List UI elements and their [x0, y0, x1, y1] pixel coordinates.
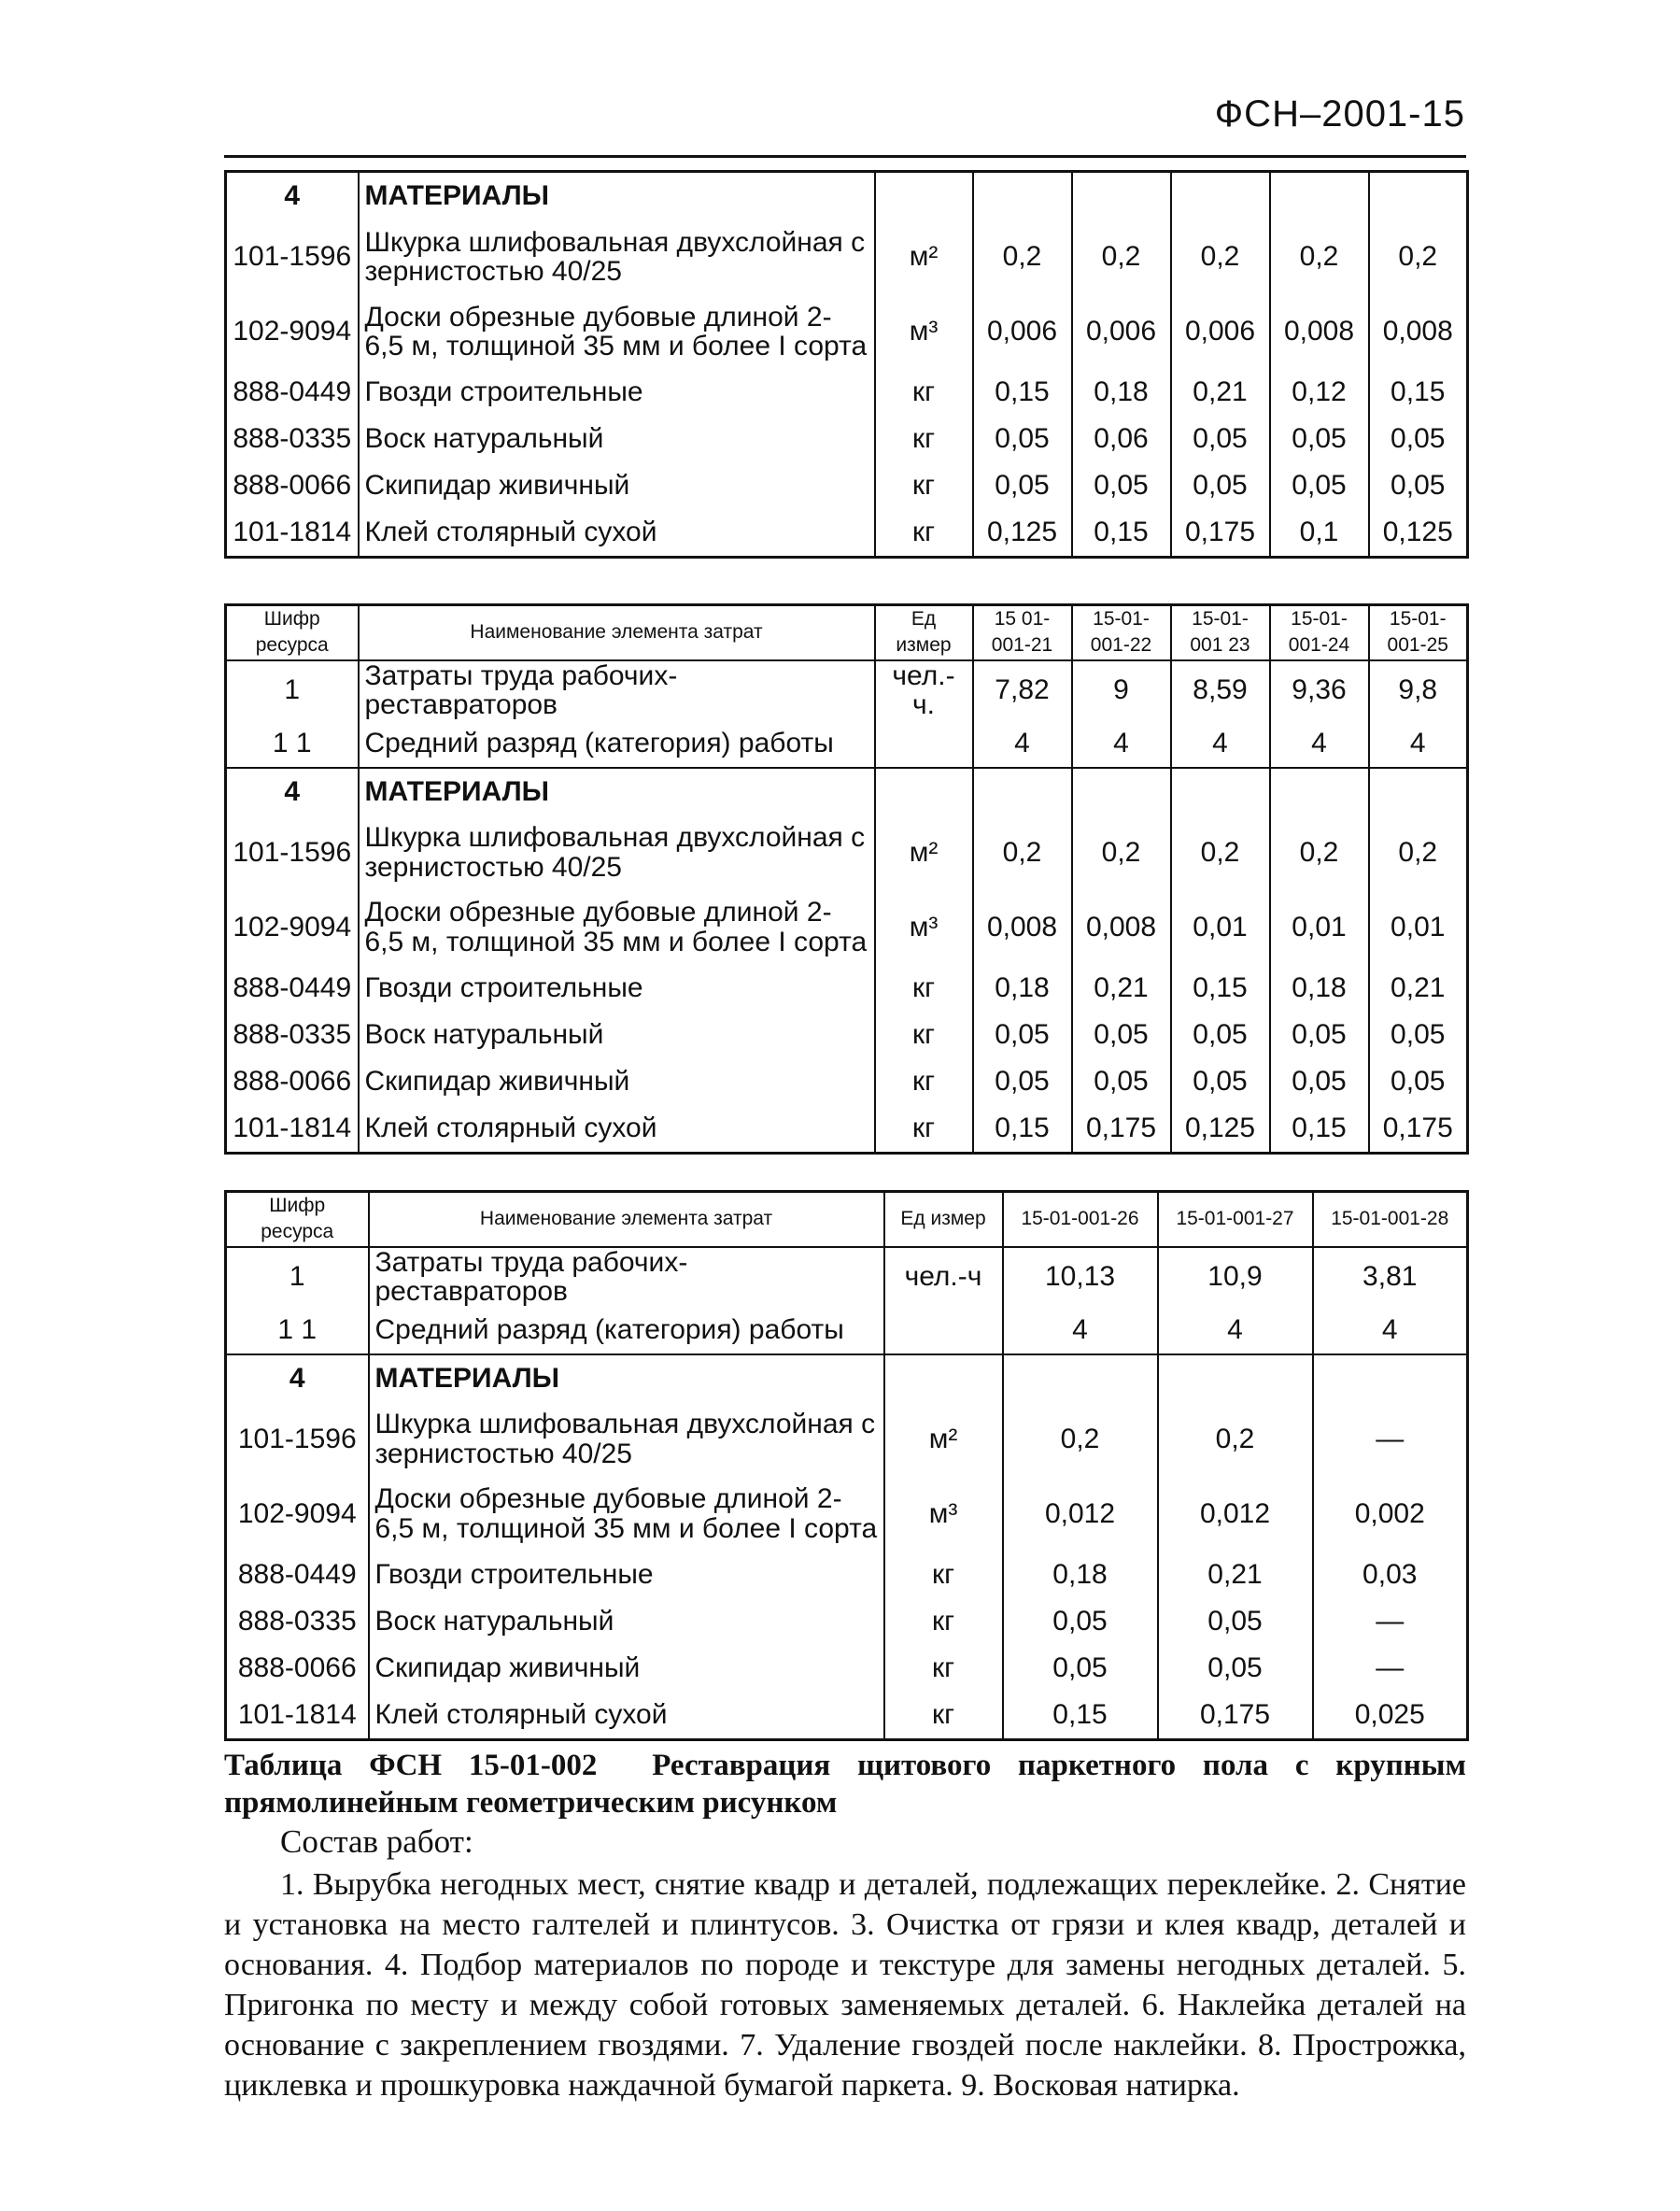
cost-element-name: Гвозди строительные	[359, 369, 875, 416]
norm-value: 0,05	[1072, 1058, 1171, 1105]
norm-value: 0,175	[1171, 509, 1270, 558]
resource-code: 1 1	[226, 1307, 369, 1354]
section-title-label: Таблица ФСН 15-01-002	[224, 1749, 598, 1782]
norm-value: 0,2	[1270, 815, 1369, 890]
norm-value: 0,05	[1369, 1058, 1468, 1105]
norm-value: 0,05	[1171, 1012, 1270, 1058]
norm-value	[973, 172, 1072, 220]
norm-value: 0,2	[1171, 220, 1270, 294]
unit-of-measure	[875, 172, 973, 220]
unit-of-measure: кг	[875, 509, 973, 558]
cost-element-name: Доски обрезные дубовые длиной 2-6,5 м, толщиной 35 мм и более I сорта	[359, 890, 875, 965]
norm-value: 3,81	[1313, 1247, 1468, 1307]
norm-value: 0,21	[1072, 965, 1171, 1012]
norm-value: 4	[1313, 1307, 1468, 1354]
table-row	[226, 416, 1468, 462]
unit-of-measure: чел.-ч.	[875, 660, 973, 720]
unit-of-measure: м²	[875, 220, 973, 294]
norm-value	[1003, 1354, 1158, 1402]
resource-code: 101-1814	[226, 1692, 369, 1740]
table-row	[226, 1354, 1468, 1402]
norm-value: 0,125	[973, 509, 1072, 558]
norm-value: 0,002	[1313, 1477, 1468, 1552]
cost-element-name: Доски обрезные дубовые длиной 2-6,5 м, толщиной 35 мм и более I сорта	[359, 294, 875, 369]
norm-value: 0,2	[1003, 1402, 1158, 1477]
norm-value: 0,21	[1158, 1552, 1313, 1598]
resource-code: 888-0449	[226, 369, 359, 416]
header-rule	[224, 155, 1466, 158]
norm-value: 0,012	[1158, 1477, 1313, 1552]
page-header-code: ФСН–2001-15	[1214, 93, 1465, 135]
norm-value: 0,05	[973, 462, 1072, 509]
section-title-text: Реставрация щитового паркетного пола с крупным прямолинейным геометрическим рисунком	[224, 1749, 1467, 1820]
norm-value: 0,05	[1369, 462, 1468, 509]
resource-code: 101-1596	[226, 815, 359, 890]
norm-value: 0,05	[1003, 1598, 1158, 1645]
header-column: 15-01-001-22	[1072, 605, 1171, 660]
cost-element-name: Шкурка шлифовальная двухслойная с зернистостью 40/25	[359, 815, 875, 890]
norm-value: 0,175	[1369, 1105, 1468, 1154]
norm-value: 0,01	[1270, 890, 1369, 965]
cost-element-name: Скипидар живичный	[369, 1645, 884, 1692]
norm-value: 10,13	[1003, 1247, 1158, 1307]
unit-of-measure: кг	[875, 1058, 973, 1105]
resource-code: 888-0449	[226, 965, 359, 1012]
norm-value	[1158, 1354, 1313, 1402]
unit-of-measure: м³	[875, 294, 973, 369]
norm-value: 0,006	[973, 294, 1072, 369]
cost-element-name: Клей столярный сухой	[359, 1105, 875, 1154]
norm-value: 0,05	[1270, 1058, 1369, 1105]
table-row	[226, 509, 1468, 558]
unit-of-measure	[884, 1354, 1003, 1402]
norm-value: 0,175	[1072, 1105, 1171, 1154]
norm-value: 4	[973, 720, 1072, 768]
resource-code: 888-0335	[226, 1598, 369, 1645]
norm-value: 0,2	[1072, 815, 1171, 890]
table-row	[226, 1058, 1468, 1105]
unit-of-measure: кг	[884, 1645, 1003, 1692]
resource-code: 1	[226, 660, 359, 720]
norm-value: 0,15	[973, 1105, 1072, 1154]
table-row	[226, 294, 1468, 369]
norm-value: 0,05	[1270, 1012, 1369, 1058]
norm-value: 0,18	[1072, 369, 1171, 416]
norm-value: 0,01	[1171, 890, 1270, 965]
table-row	[226, 1247, 1468, 1307]
unit-of-measure: кг	[875, 416, 973, 462]
header-column: 15-01-001-28	[1313, 1192, 1468, 1247]
cost-element-name: Клей столярный сухой	[369, 1692, 884, 1740]
norm-value: 0,2	[1369, 220, 1468, 294]
header-column: 15-01-001-24	[1270, 605, 1369, 660]
table-row	[226, 768, 1468, 815]
norm-value: 0,125	[1171, 1105, 1270, 1154]
norm-value: 10,9	[1158, 1247, 1313, 1307]
norm-value: 9,8	[1369, 660, 1468, 720]
cost-element-name: МАТЕРИАЛЫ	[369, 1354, 884, 1402]
resource-code: 4	[226, 768, 359, 815]
header-name: Наименование элемента затрат	[369, 1192, 884, 1247]
norm-value: 0,2	[1072, 220, 1171, 294]
norm-value: —	[1313, 1645, 1468, 1692]
header-code: Шифр ресурса	[226, 605, 359, 660]
norm-value: 0,2	[1270, 220, 1369, 294]
norm-value: 0,05	[1158, 1598, 1313, 1645]
norm-value	[1171, 768, 1270, 815]
resource-code: 102-9094	[226, 1477, 369, 1552]
norm-value: 0,006	[1072, 294, 1171, 369]
norm-value: 7,82	[973, 660, 1072, 720]
cost-element-name: Шкурка шлифовальная двухслойная с зернистостью 40/25	[369, 1402, 884, 1477]
table-row	[226, 890, 1468, 965]
norm-value: 0,05	[1003, 1645, 1158, 1692]
norm-value: 0,025	[1313, 1692, 1468, 1740]
norm-value: 0,15	[1003, 1692, 1158, 1740]
table-row	[226, 1012, 1468, 1058]
cost-element-name: Средний разряд (категория) работы	[359, 720, 875, 768]
header-code: Шифр ресурса	[226, 1192, 369, 1247]
resource-code: 888-0066	[226, 462, 359, 509]
unit-of-measure	[875, 720, 973, 768]
norm-value: 4	[1270, 720, 1369, 768]
cost-element-name: Воск натуральный	[359, 1012, 875, 1058]
unit-of-measure: кг	[875, 462, 973, 509]
table-1-body	[226, 172, 1468, 558]
norm-value: 0,008	[1072, 890, 1171, 965]
norm-value: 0,06	[1072, 416, 1171, 462]
unit-of-measure: м³	[875, 890, 973, 965]
norm-value: 0,05	[973, 1058, 1072, 1105]
norm-value: 0,01	[1369, 890, 1468, 965]
cost-element-name: МАТЕРИАЛЫ	[359, 172, 875, 220]
resource-code: 888-0066	[226, 1058, 359, 1105]
unit-of-measure: кг	[875, 965, 973, 1012]
norm-value: 0,05	[1270, 462, 1369, 509]
header-column: 15-01-001-27	[1158, 1192, 1313, 1247]
table-row	[226, 1645, 1468, 1692]
norm-value: 0,008	[1270, 294, 1369, 369]
norm-value: 0,2	[1158, 1402, 1313, 1477]
header-unit: Ед измер	[884, 1192, 1003, 1247]
table-row	[226, 1402, 1468, 1477]
norm-value: 0,2	[973, 815, 1072, 890]
norm-value: 0,05	[1171, 462, 1270, 509]
resource-code: 101-1596	[226, 220, 359, 294]
norm-value: —	[1313, 1402, 1468, 1477]
cost-element-name: Гвозди строительные	[369, 1552, 884, 1598]
norm-value: 0,05	[1072, 462, 1171, 509]
resource-code: 888-0335	[226, 416, 359, 462]
unit-of-measure	[884, 1307, 1003, 1354]
norm-value: 0,2	[973, 220, 1072, 294]
norm-value: 4	[1158, 1307, 1313, 1354]
norm-value: 4	[1369, 720, 1468, 768]
table-row	[226, 462, 1468, 509]
table-row	[226, 220, 1468, 294]
norm-value: 0,2	[1171, 815, 1270, 890]
cost-element-name: Шкурка шлифовальная двухслойная с зернистостью 40/25	[359, 220, 875, 294]
work-composition-text: 1. Вырубка негодных мест, снятие квадр и деталей, подлежащих переклейке. 2. Снятие и установка на место галтелей и плинтусов. 3. Очистка от грязи и клея квадр, деталей и основания. 4. Подбор материалов по породе и текстуре для замены негодных деталей. 5. Пригонка по месту и между собой готовых заменяемых деталей. 6. Наклейка деталей на основание с закреплением гвоздями. 7. Удаление гвоздей после наклейки. 8. Прострожка, циклевка и прошкуровка наждачной бумагой паркета. 9. Восковая натирка.	[224, 1867, 1466, 2103]
norm-value: 0,05	[1369, 1012, 1468, 1058]
unit-of-measure: кг	[884, 1692, 1003, 1740]
header-column: 15 01-001-21	[973, 605, 1072, 660]
norm-value	[1313, 1354, 1468, 1402]
resource-table-2	[224, 603, 1469, 1155]
table-row	[226, 1105, 1468, 1154]
resource-code: 1 1	[226, 720, 359, 768]
resource-code: 101-1814	[226, 509, 359, 558]
cost-element-name: Доски обрезные дубовые длиной 2-6,5 м, толщиной 35 мм и более I сорта	[369, 1477, 884, 1552]
norm-value: 0,05	[1158, 1645, 1313, 1692]
norm-value: 0,05	[1270, 416, 1369, 462]
norm-value	[1171, 172, 1270, 220]
header-name: Наименование элемента затрат	[359, 605, 875, 660]
norm-value: 0,05	[1171, 416, 1270, 462]
resource-code: 888-0449	[226, 1552, 369, 1598]
cost-element-name: Гвозди строительные	[359, 965, 875, 1012]
resource-code: 101-1596	[226, 1402, 369, 1477]
unit-of-measure: кг	[884, 1552, 1003, 1598]
norm-value: 0,05	[1072, 1012, 1171, 1058]
norm-value	[1369, 768, 1468, 815]
norm-value: 0,012	[1003, 1477, 1158, 1552]
table-row	[226, 660, 1468, 720]
norm-value	[1072, 172, 1171, 220]
section-title	[224, 1747, 1466, 1821]
cost-element-name: МАТЕРИАЛЫ	[359, 768, 875, 815]
norm-value	[1270, 768, 1369, 815]
norm-value: 4	[1072, 720, 1171, 768]
norm-value: 0,15	[973, 369, 1072, 416]
table-row	[226, 172, 1468, 220]
norm-value: 0,12	[1270, 369, 1369, 416]
norm-value: 9,36	[1270, 660, 1369, 720]
table-row	[226, 1307, 1468, 1354]
norm-value: 0,03	[1313, 1552, 1468, 1598]
table-row	[226, 1477, 1468, 1552]
resource-code: 888-0335	[226, 1012, 359, 1058]
norm-value: 0,05	[973, 416, 1072, 462]
norm-value: 0,05	[1369, 416, 1468, 462]
table-row	[226, 720, 1468, 768]
resource-code: 4	[226, 172, 359, 220]
table-row	[226, 1692, 1468, 1740]
norm-value: 0,15	[1171, 965, 1270, 1012]
header-unit: Ед измер	[875, 605, 973, 660]
unit-of-measure	[875, 768, 973, 815]
resource-code: 1	[226, 1247, 369, 1307]
cost-element-name: Скипидар живичный	[359, 1058, 875, 1105]
norm-value: 0,18	[1003, 1552, 1158, 1598]
norm-value: 0,175	[1158, 1692, 1313, 1740]
resource-code: 102-9094	[226, 890, 359, 965]
header-column: 15-01-001-25	[1369, 605, 1468, 660]
unit-of-measure: м³	[884, 1477, 1003, 1552]
norm-value: 0,2	[1369, 815, 1468, 890]
cost-element-name: Воск натуральный	[359, 416, 875, 462]
norm-value: 4	[1171, 720, 1270, 768]
norm-value: 0,008	[973, 890, 1072, 965]
norm-value: 0,21	[1369, 965, 1468, 1012]
cost-element-name: Клей столярный сухой	[359, 509, 875, 558]
norm-value: 0,008	[1369, 294, 1468, 369]
unit-of-measure: кг	[875, 369, 973, 416]
cost-element-name: Скипидар живичный	[359, 462, 875, 509]
unit-of-measure: кг	[875, 1105, 973, 1154]
resource-table-3	[224, 1190, 1469, 1741]
resource-code: 4	[226, 1354, 369, 1402]
cost-element-name: Затраты труда рабочих-реставраторов	[369, 1247, 884, 1307]
header-column: 15-01-001 23	[1171, 605, 1270, 660]
norm-value: 0,125	[1369, 509, 1468, 558]
table-row	[226, 1552, 1468, 1598]
norm-value: 4	[1003, 1307, 1158, 1354]
norm-value: 0,18	[1270, 965, 1369, 1012]
table-row	[226, 815, 1468, 890]
table-2-body	[226, 605, 1468, 1154]
unit-of-measure: м²	[884, 1402, 1003, 1477]
resource-code: 102-9094	[226, 294, 359, 369]
norm-value: 0,15	[1369, 369, 1468, 416]
table-row	[226, 1598, 1468, 1645]
cost-element-name: Воск натуральный	[369, 1598, 884, 1645]
norm-value: —	[1313, 1598, 1468, 1645]
norm-value	[1270, 172, 1369, 220]
norm-value: 0,1	[1270, 509, 1369, 558]
norm-value: 9	[1072, 660, 1171, 720]
unit-of-measure: кг	[884, 1598, 1003, 1645]
norm-value	[973, 768, 1072, 815]
unit-of-measure: чел.-ч	[884, 1247, 1003, 1307]
header-column: 15-01-001-26	[1003, 1192, 1158, 1247]
table-row	[226, 965, 1468, 1012]
resource-table-1	[224, 170, 1469, 559]
cost-element-name: Средний разряд (категория) работы	[369, 1307, 884, 1354]
norm-value	[1369, 172, 1468, 220]
unit-of-measure: м²	[875, 815, 973, 890]
cost-element-name: Затраты труда рабочих-реставраторов	[359, 660, 875, 720]
norm-value: 0,21	[1171, 369, 1270, 416]
work-composition-label: Состав работ:	[280, 1823, 473, 1860]
norm-value: 0,006	[1171, 294, 1270, 369]
norm-value: 0,05	[973, 1012, 1072, 1058]
resource-code: 101-1814	[226, 1105, 359, 1154]
table-3-body	[226, 1192, 1468, 1740]
norm-value: 0,05	[1171, 1058, 1270, 1105]
norm-value: 8,59	[1171, 660, 1270, 720]
resource-code: 888-0066	[226, 1645, 369, 1692]
table-row	[226, 369, 1468, 416]
unit-of-measure: кг	[875, 1012, 973, 1058]
norm-value: 0,18	[973, 965, 1072, 1012]
norm-value: 0,15	[1072, 509, 1171, 558]
norm-value	[1072, 768, 1171, 815]
norm-value: 0,15	[1270, 1105, 1369, 1154]
